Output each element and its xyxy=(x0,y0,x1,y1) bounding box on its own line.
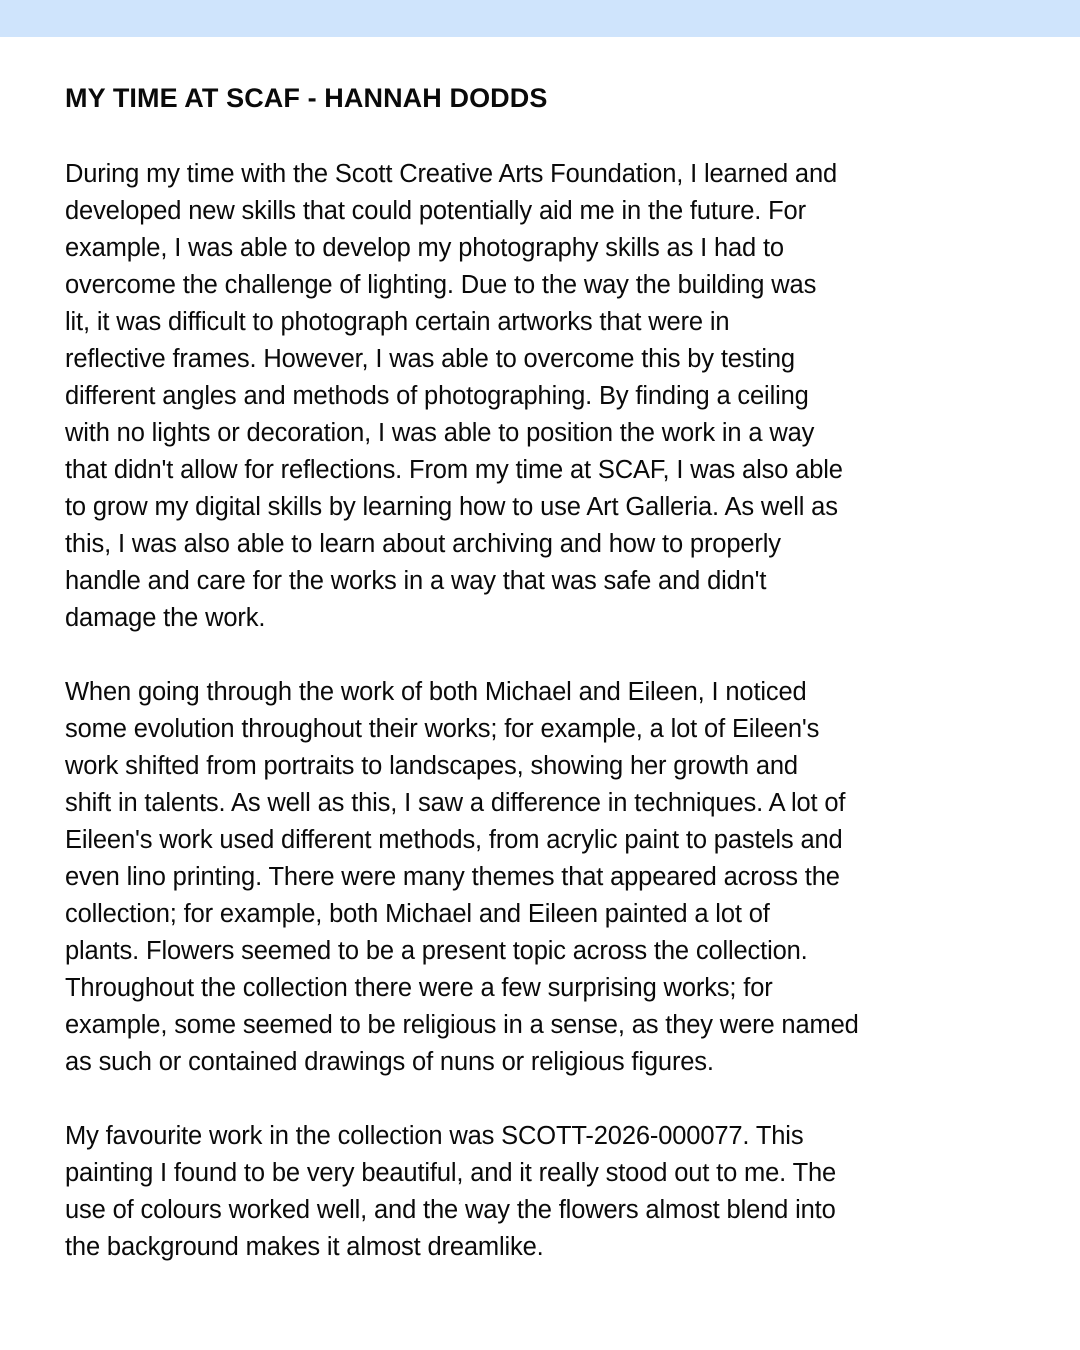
header-band xyxy=(0,0,1080,37)
text-line: this, I was also able to learn about archiving and how to properly xyxy=(65,530,781,558)
text-line: that didn't allow for reflections. From my time at SCAF, I was also able xyxy=(65,456,843,484)
paragraph-favourite-work xyxy=(65,1118,1025,1266)
text-line: collection; for example, both Michael and Eileen painted a lot of xyxy=(65,900,770,928)
text-line: reflective frames. However, I was able to overcome this by testing xyxy=(65,345,795,373)
text-line: as such or contained drawings of nuns or religious figures. xyxy=(65,1048,714,1076)
text-line: different angles and methods of photographing. By finding a ceiling xyxy=(65,382,809,410)
text-line: to grow my digital skills by learning how to use Art Galleria. As well as xyxy=(65,493,838,521)
text-line: shift in talents. As well as this, I saw a difference in techniques. A lot of xyxy=(65,789,846,817)
text-line: work shifted from portraits to landscapes, showing her growth and xyxy=(65,752,798,780)
text-line: Throughout the collection there were a few surprising works; for xyxy=(65,974,773,1002)
text-line: the background makes it almost dreamlike. xyxy=(65,1233,544,1261)
text-line: example, some seemed to be religious in a sense, as they were named xyxy=(65,1011,859,1039)
text-line: When going through the work of both Michael and Eileen, I noticed xyxy=(65,678,807,706)
text-line: developed new skills that could potentially aid me in the future. For xyxy=(65,197,806,225)
text-line: painting I found to be very beautiful, and it really stood out to me. The xyxy=(65,1159,837,1187)
text-line: plants. Flowers seemed to be a present topic across the collection. xyxy=(65,937,808,965)
text-line: even lino printing. There were many themes that appeared across the xyxy=(65,863,840,891)
paragraph-collection-observations xyxy=(65,674,1025,1081)
document-body xyxy=(65,80,1025,1303)
text-line: overcome the challenge of lighting. Due to the way the building was xyxy=(65,271,817,299)
text-line: lit, it was difficult to photograph certain artworks that were in xyxy=(65,308,730,336)
text-line: example, I was able to develop my photography skills as I had to xyxy=(65,234,784,262)
document-title: MY TIME AT SCAF - HANNAH DODDS xyxy=(65,83,548,113)
text-line: use of colours worked well, and the way the flowers almost blend into xyxy=(65,1196,836,1224)
text-line: some evolution throughout their works; for example, a lot of Eileen's xyxy=(65,715,820,743)
text-line: During my time with the Scott Creative Arts Foundation, I learned and xyxy=(65,160,838,188)
text-line: with no lights or decoration, I was able to position the work in a way xyxy=(65,419,815,447)
paragraph-skills xyxy=(65,156,1025,637)
text-line: handle and care for the works in a way that was safe and didn't xyxy=(65,567,767,595)
text-line: My favourite work in the collection was SCOTT-2026-000077. This xyxy=(65,1122,804,1150)
text-line: damage the work. xyxy=(65,604,266,632)
text-line: Eileen's work used different methods, from acrylic paint to pastels and xyxy=(65,826,843,854)
